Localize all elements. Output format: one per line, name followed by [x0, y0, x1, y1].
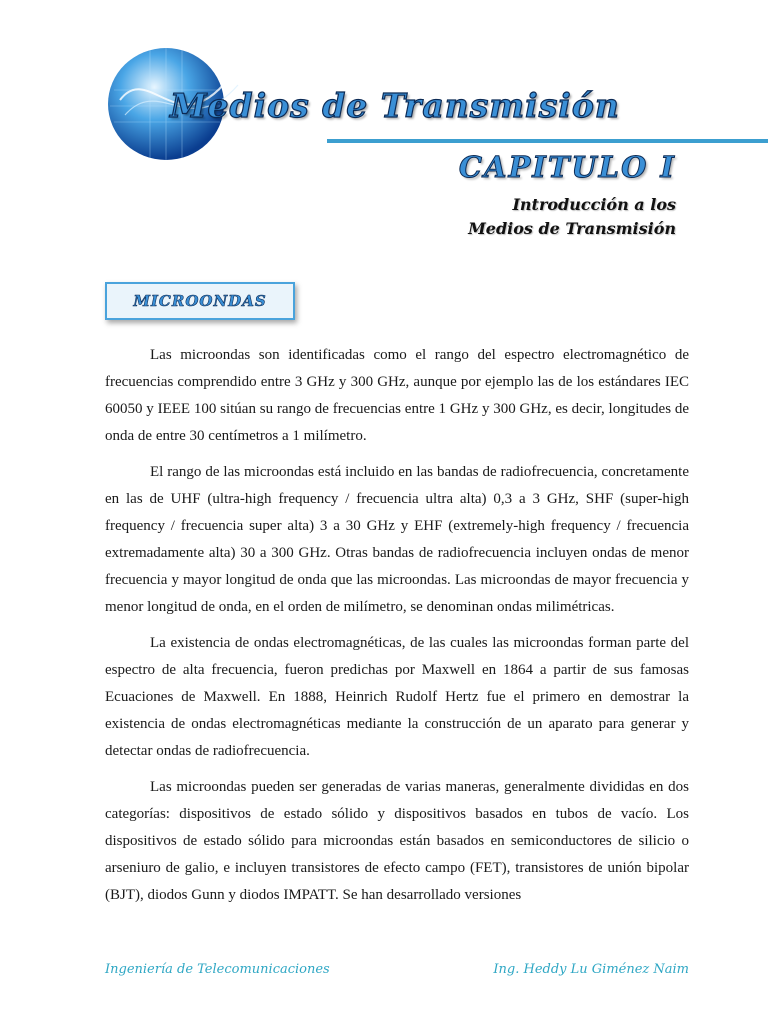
- title-divider: [327, 139, 768, 143]
- chapter-subtitle: [468, 193, 676, 241]
- page-header: [0, 0, 768, 250]
- chapter-heading: CAPITULO I: [458, 150, 676, 184]
- section-title-box: [105, 282, 295, 320]
- body-text: [105, 342, 689, 918]
- section-title: MICROONDAS: [133, 292, 267, 310]
- paragraph-3: La existencia de ondas electromagnéticas, de las cuales las microondas forman parte del espectro de alta frecuencia, fueron predichas por Maxwell en 1864 a partir de sus famosas Ecuaciones de Maxwell. En 1888, Heinrich Rudolf Hertz fue el primero en demostrar la existencia de ondas electromagnéticas mediante la construcción de un aparato para generar y detectar ondas de radiofrecuencia.: [105, 635, 689, 759]
- subtitle-line-1: Introducción a los: [512, 195, 676, 214]
- page-footer: [105, 962, 689, 977]
- paragraph-4: Las microondas pueden ser generadas de varias maneras, generalmente divididas en dos categorías: dispositivos de estado sólido y dispositivos basados en tubos de vacío. Los dispositivos de estado sólido para microondas están basados en semiconductores de silicio o arseniuro de galio, e incluyen transistores de efecto campo (FET), transistores de unión bipolar (BJT), diodos Gunn y diodos IMPATT. Se han desarrollado versiones: [105, 779, 689, 903]
- footer-right: Ing. Heddy Lu Giménez Naim: [493, 962, 689, 977]
- subtitle-line-2: Medios de Transmisión: [468, 219, 676, 238]
- paragraph-2: El rango de las microondas está incluido en las bandas de radiofrecuencia, concretamente en las de UHF (ultra-high frequency / frecuencia ultra alta) 0,3 a 3 GHz, SHF (super-high frequency / frecuencia super alta) 3 a 30 GHz y EHF (extremely-high frequency / frecuencia extremadamente alta) 30 a 300 GHz. Otras bandas de radiofrecuencia incluyen ondas de menor frecuencia y mayor longitud de onda que las microondas. Las microondas de mayor frecuencia y menor longitud de onda, en el orden de milímetro, se denominan ondas milimétricas.: [105, 464, 689, 615]
- document-title: Medios de Transmisión: [170, 86, 620, 125]
- footer-left: Ingeniería de Telecomunicaciones: [105, 962, 330, 977]
- paragraph-1: Las microondas son identificadas como el rango del espectro electromagnético de frecuencias comprendido entre 3 GHz y 300 GHz, aunque por ejemplo las de los estándares IEC 60050 y IEEE 100 sitúan su rango de frecuencias entre 1 GHz y 300 GHz, es decir, longitudes de onda de entre 30 centímetros a 1 milímetro.: [105, 347, 689, 444]
